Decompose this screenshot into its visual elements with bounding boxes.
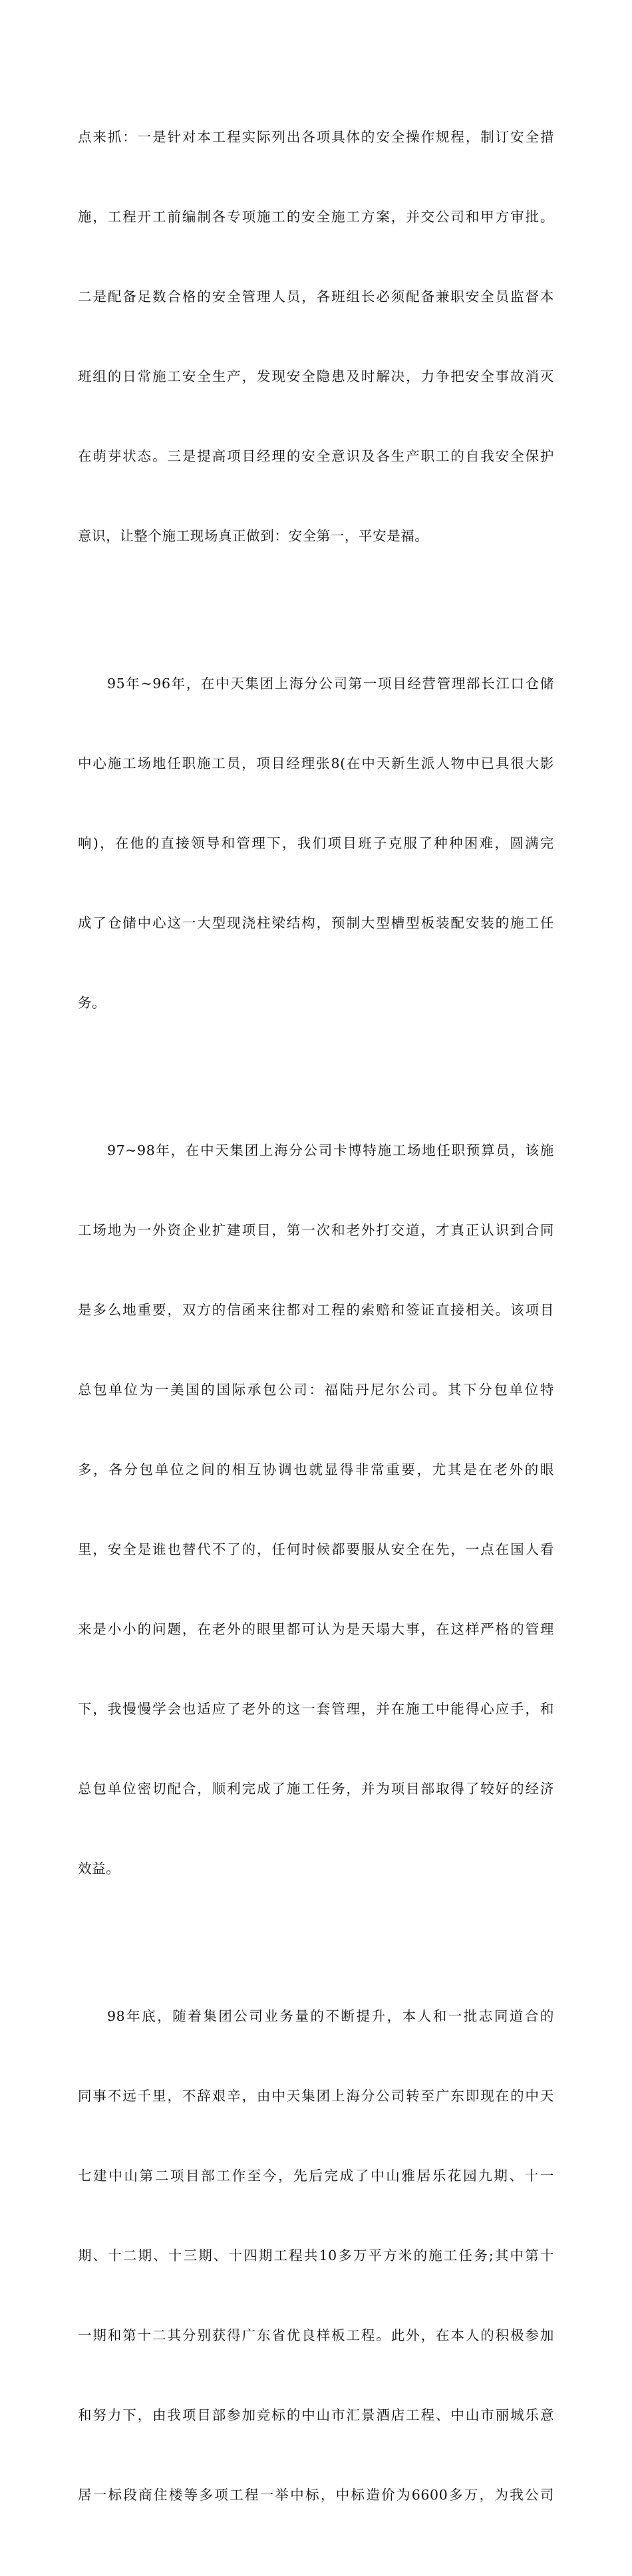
text-line: 班组的日常施工安全生产，发现安全隐患及时解决，力争把安全事故消灭 bbox=[78, 368, 554, 384]
text-line: 和努力下，由我项目部参加竞标的中山市汇景酒店工程、中山市丽城乐意 bbox=[78, 2407, 554, 2423]
text-line: 一期和第十二其分别获得广东省优良样板工程。此外，在本人的积极参加 bbox=[78, 2327, 554, 2343]
text-line: 97~98年，在中天集团上海分公司卡博特施工场地任职预算员，该施 bbox=[107, 1142, 554, 1158]
text-line: 里，安全是谁也替代不了的，任何时候都要服从安全在先，一点在国人看 bbox=[78, 1541, 554, 1557]
text-line: 下，我慢慢学会也适应了老外的这一套管理，并在施工中能得心应手，和 bbox=[78, 1701, 554, 1717]
text-line: 95年~96年，在中天集团上海分公司第一项目经营管理部长江口仓储 bbox=[107, 676, 554, 692]
text-line: 总包单位密切配合，顺利完成了施工任务，并为项目部取得了较好的经济 bbox=[78, 1781, 554, 1797]
text-line: 多，各分包单位之间的相互协调也就显得非常重要，尤其是在老外的眼 bbox=[78, 1462, 554, 1478]
text-line: 在萌芽状态。三是提高项目经理的安全意识及各生产职工的自我安全保护 bbox=[78, 448, 554, 464]
text-line: 点来抓：一是针对本工程实际列出各项具体的安全操作规程，制订安全措 bbox=[78, 129, 554, 145]
text-line: 二是配备足数合格的安全管理人员，各班组长必须配备兼职安全员监督本 bbox=[78, 289, 554, 305]
text-line: 施，工程开工前编制各专项施工的安全施工方案，并交公司和甲方审批。 bbox=[78, 209, 554, 225]
text-line: 同事不远千里，不辞艰辛，由中天集团上海分公司转至广东即现在的中天 bbox=[78, 2088, 554, 2104]
text-line: 期、十二期、十三期、十四期工程共10多万平方米的施工任务;其中第十 bbox=[78, 2248, 554, 2263]
text-line: 是多么地重要，双方的信函来往都对工程的索赔和签证直接相关。该项目 bbox=[78, 1302, 554, 1318]
text-line: 来是小小的问题，在老外的眼里都可认为是天塌大事，在这样严格的管理 bbox=[78, 1621, 554, 1637]
text-line: 效益。 bbox=[78, 1861, 120, 1876]
paragraph-1 bbox=[78, 70, 554, 602]
text-line: 中心施工场地任职施工员，项目经理张8(在中天新生派人物中已具很大影 bbox=[78, 755, 554, 771]
paragraph-2 bbox=[78, 617, 554, 1069]
text-line: 总包单位为一美国的国际承包公司：福陆丹尼尔公司。其下分包单位特 bbox=[78, 1382, 554, 1398]
text-line: 意识，让整个施工现场真正做到：安全第一，平安是福。 bbox=[78, 528, 429, 544]
document-body bbox=[78, 70, 554, 2576]
text-line: 居一标段商住楼等多项工程一举中标，中标造价为6600多万，为我公司 bbox=[78, 2487, 554, 2503]
paragraph-4 bbox=[78, 1950, 554, 2561]
text-line: 务。 bbox=[78, 995, 106, 1011]
text-line: 98年底，随着集团公司业务量的不断提升，本人和一批志同道合的 bbox=[107, 2008, 554, 2024]
text-line: 工场地为一外资企业扩建项目，第一次和老外打交道，才真正认识到合同 bbox=[78, 1222, 554, 1238]
paragraph-3 bbox=[78, 1084, 554, 1935]
text-line: 成了仓储中心这一大型现浇柱梁结构，预制大型槽型板装配安装的施工任 bbox=[78, 915, 554, 931]
text-line: 七建中山第二项目部工作至今，先后完成了中山雅居乐花园九期、十一 bbox=[78, 2168, 554, 2184]
text-line: 响)，在他的直接领导和管理下，我们项目班子克服了种种困难，圆满完 bbox=[78, 835, 554, 851]
